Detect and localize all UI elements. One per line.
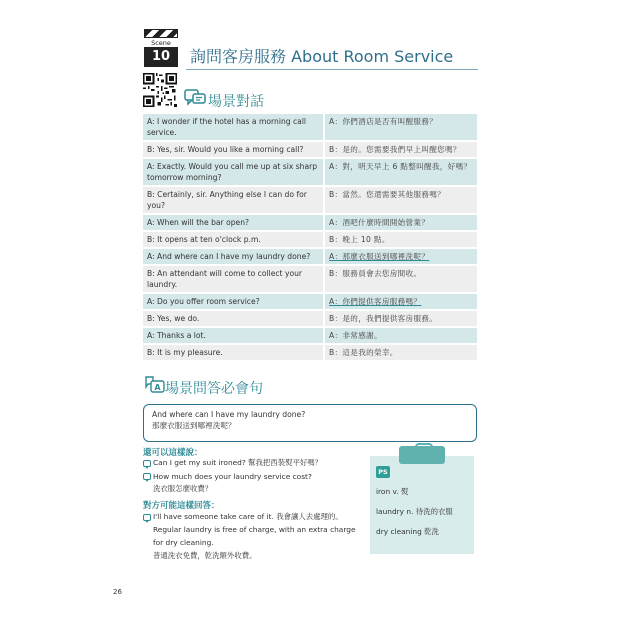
ps-badge: PS <box>376 466 390 478</box>
speech-bubble-icon <box>143 473 151 480</box>
dialogue-zh-text: B：服務員會去您房間收。 <box>329 269 422 278</box>
dialogue-en: A: And where can I have my laundry done? <box>143 249 323 264</box>
page-title: 詢問客房服務 About Room Service <box>190 47 454 66</box>
dialogue-zh <box>325 114 477 140</box>
chat-bubbles-icon <box>184 89 206 107</box>
alt-reply-line-2: Regular laundry is free of charge, with an extra charge <box>153 525 356 534</box>
dialogue-zh <box>325 187 477 213</box>
section-title-dialogue: 場景對話 <box>208 94 264 110</box>
dialogue-row <box>143 328 477 343</box>
dialogue-zh <box>325 345 477 360</box>
key-question-zh: 那麼衣服送到哪裡洗呢？ <box>152 421 236 430</box>
ps-item-laundry: laundry n. 待洗的衣服 <box>376 507 453 516</box>
clapperboard-icon <box>144 29 178 38</box>
dialogue-zh <box>325 294 477 309</box>
key-question-box <box>143 404 477 442</box>
speech-bubble-icon <box>143 460 151 467</box>
page-number: 26 <box>113 588 122 596</box>
dialogue-row <box>143 249 477 264</box>
dialogue-zh-text: B：這是我的榮幸。 <box>329 348 398 357</box>
dialogue-en: B: Certainly, sir. Anything else I can do for you? <box>143 187 323 213</box>
dialogue-zh-text: A：酒吧什麼時間開始營業？ <box>329 218 430 227</box>
dialogue-table <box>143 114 477 362</box>
dialogue-row <box>143 294 477 309</box>
scene-badge <box>144 29 178 69</box>
dialogue-row <box>143 232 477 247</box>
qa-bubble-icon <box>143 375 165 395</box>
dialogue-zh-text: B：是的，我們提供客房服務。 <box>329 314 438 323</box>
alt-reply-line-4: 普通洗衣免費，乾洗額外收費。 <box>153 551 257 560</box>
dialogue-en: B: Yes, sir. Would you like a morning call? <box>143 142 323 157</box>
dialogue-row <box>143 215 477 230</box>
dialogue-zh-text: B：是的。您需要我們早上叫醒您嗎？ <box>329 145 461 154</box>
alt-ask-line-2-zh: 洗衣服怎麼收費？ <box>153 484 213 493</box>
scene-label: Scene <box>151 39 171 47</box>
alt-ask-title: 還可以這樣說： <box>143 448 203 458</box>
dialogue-zh <box>325 232 477 247</box>
dialogue-row <box>143 114 477 140</box>
svg-text:A: A <box>154 383 161 392</box>
dialogue-en: B: It is my pleasure. <box>143 345 323 360</box>
dialogue-zh <box>325 328 477 343</box>
dialogue-en: B: An attendant will come to collect your laundry. <box>143 266 323 292</box>
dialogue-en: A: When will the bar open? <box>143 215 323 230</box>
dialogue-zh <box>325 266 477 292</box>
dialogue-row <box>143 345 477 360</box>
dialogue-zh <box>325 215 477 230</box>
scene-number: 10 <box>144 47 178 67</box>
dialogue-zh <box>325 249 477 264</box>
section-title-qa: 場景問答必會句 <box>165 381 263 397</box>
dialogue-zh-text: A：對，明天早上 6 點整叫醒我，好嗎？ <box>329 162 472 171</box>
key-question-en: And where can I have my laundry done? <box>152 410 306 419</box>
dialogue-row <box>143 142 477 157</box>
dialogue-zh <box>325 159 477 185</box>
clipboard-clip <box>399 446 445 464</box>
dialogue-en: A: Exactly. Would you call me up at six sharp tomorrow morning? <box>143 159 323 185</box>
dialogue-en: B: Yes, we do. <box>143 311 323 326</box>
alt-reply-line-1: I'll have someone take care of it. 我會讓人去處理的。 <box>153 512 343 521</box>
dialogue-en: A: Do you offer room service? <box>143 294 323 309</box>
dialogue-zh <box>325 311 477 326</box>
dialogue-zh-text: A：你們酒店是否有叫醒服務？ <box>329 117 438 126</box>
dialogue-zh-text: A：那麼衣服送到哪裡洗呢？ <box>329 252 430 261</box>
speech-bubble-icon <box>143 514 151 521</box>
alt-ask-line-1: Can I get my suit ironed? 幫我把西裝熨平好嗎？ <box>153 458 323 467</box>
dialogue-row <box>143 311 477 326</box>
dialogue-zh-text: B：當然。您還需要其他服務嗎？ <box>329 190 446 199</box>
qr-code-icon[interactable] <box>143 73 177 107</box>
ps-item-dry-cleaning: dry cleaning 乾洗 <box>376 527 439 536</box>
dialogue-zh-text: B：晚上 10 點。 <box>329 235 390 244</box>
dialogue-en: A: I wonder if the hotel has a morning call service. <box>143 114 323 140</box>
dialogue-row <box>143 187 477 213</box>
dialogue-en: B: It opens at ten o'clock p.m. <box>143 232 323 247</box>
alt-reply-line-3: for dry cleaning. <box>153 538 214 547</box>
alt-reply-title: 對方可能這樣回答： <box>143 501 220 511</box>
dialogue-zh <box>325 142 477 157</box>
ps-item-iron: iron v. 熨 <box>376 487 409 496</box>
dialogue-zh-text: A：你們提供客房服務嗎？ <box>329 297 422 306</box>
alt-ask-line-2: How much does your laundry service cost? <box>153 472 312 481</box>
dialogue-row <box>143 266 477 292</box>
dialogue-en: A: Thanks a lot. <box>143 328 323 343</box>
dialogue-zh-text: A：非常感謝。 <box>329 331 382 340</box>
title-divider <box>186 69 478 70</box>
dialogue-row <box>143 159 477 185</box>
